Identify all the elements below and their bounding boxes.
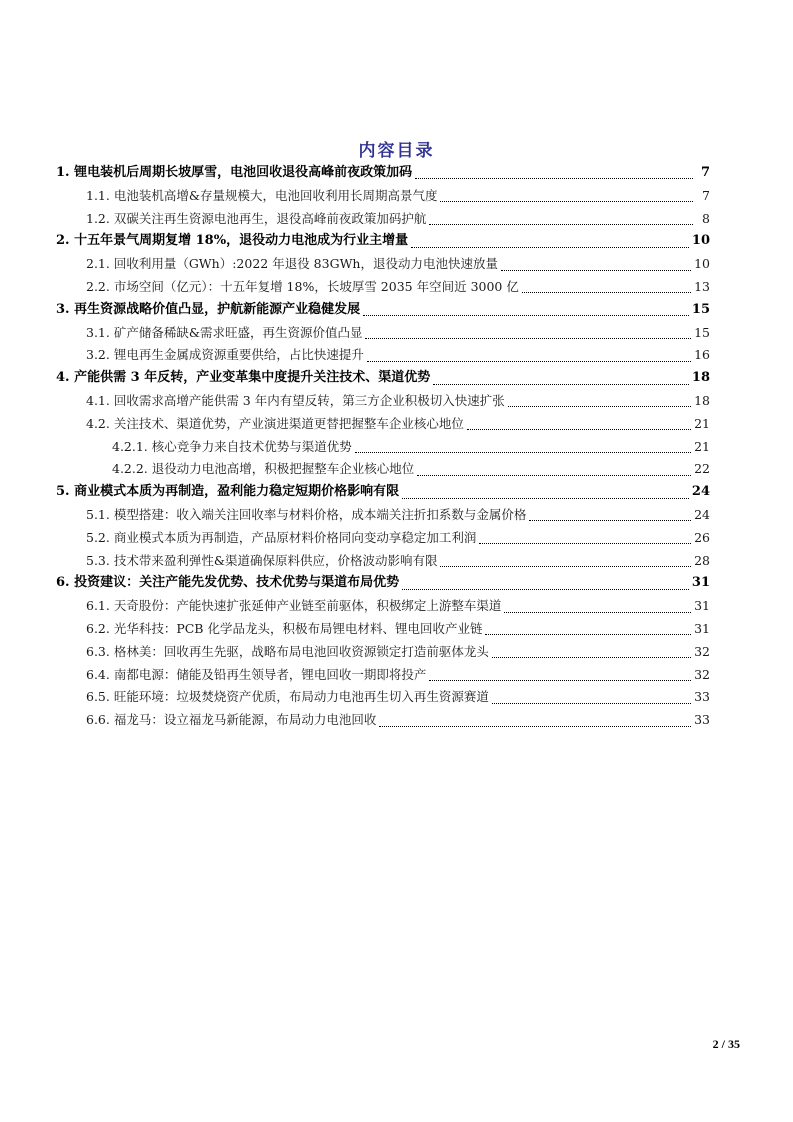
toc-entry-text: 1.1. 电池装机高增&存量规模大，电池回收利用长周期高景气度 — [86, 187, 438, 203]
dot-leader — [402, 588, 689, 590]
toc-entry-text: 2.1. 回收利用量（GWh）:2022 年退役 83GWh，退役动力电池快速放量 — [86, 256, 498, 272]
toc-entry-page: 26 — [694, 529, 710, 545]
toc-entry-text: 3.1. 矿产储备稀缺&需求旺盛，再生资源价值凸显 — [86, 324, 363, 340]
toc-entry[interactable] — [56, 253, 710, 276]
toc-entry-text: 5. 商业模式本质为再制造，盈利能力稳定短期价格影响有限 — [56, 484, 400, 500]
toc-entry[interactable] — [56, 504, 710, 527]
toc-entry[interactable] — [56, 208, 710, 231]
toc-entry[interactable] — [56, 367, 710, 390]
toc-entry-text: 1.2. 双碳关注再生资源电池再生，退役高峰前夜政策加码护航 — [86, 210, 427, 226]
dot-leader — [492, 656, 691, 658]
table-of-contents — [56, 162, 710, 732]
toc-entry[interactable] — [56, 595, 710, 618]
toc-entry-page: 22 — [694, 461, 710, 477]
dot-leader — [367, 360, 691, 362]
toc-entry[interactable] — [56, 436, 710, 459]
dot-leader — [411, 246, 689, 248]
toc-entry-page: 16 — [694, 347, 710, 363]
toc-entry-page: 10 — [691, 233, 710, 249]
toc-entry[interactable] — [56, 527, 710, 550]
toc-entry[interactable] — [56, 481, 710, 504]
toc-entry-text: 5.1. 模型搭建：收入端关注回收率与材料价格，成本端关注折扣系数与金属价格 — [86, 506, 527, 522]
toc-entry-text: 6.3. 格林美：回收再生先驱，战略布局电池回收资源锁定打造前驱体龙头 — [86, 643, 489, 659]
toc-entry-page: 8 — [702, 210, 710, 226]
toc-entry-page: 15 — [694, 324, 710, 340]
dot-leader — [522, 291, 691, 293]
toc-entry[interactable] — [56, 299, 710, 322]
dot-leader — [529, 519, 691, 521]
toc-entry-text: 6.6. 福龙马：设立福龙马新能源，布局动力电池回收 — [86, 712, 377, 728]
toc-entry-page: 21 — [694, 415, 710, 431]
toc-title: 内容目录 — [358, 141, 435, 161]
toc-entry-page: 7 — [702, 187, 710, 203]
toc-entry[interactable] — [56, 162, 710, 185]
dot-leader — [365, 337, 691, 339]
toc-entry-text: 4. 产能供需 3 年反转，产业变革集中度提升关注技术、渠道优势 — [56, 370, 431, 386]
toc-entry-text: 2.2. 市场空间（亿元）：十五年复增 18%，长坡厚雪 2035 年空间近 3000 亿 — [86, 278, 519, 294]
toc-entry[interactable] — [56, 230, 710, 253]
toc-entry-text: 5.3. 技术带来盈利弹性&渠道确保原料供应，价格波动影响有限 — [86, 552, 438, 568]
toc-entry-page: 31 — [691, 575, 710, 591]
dot-leader — [363, 314, 689, 316]
dot-leader — [415, 177, 693, 179]
toc-entry-text: 3. 再生资源战略价值凸显，护航新能源产业稳健发展 — [56, 301, 361, 317]
toc-entry-page: 13 — [694, 278, 710, 294]
toc-entry-text: 4.2.2. 退役动力电池高增，积极把握整车企业核心地位 — [112, 461, 415, 477]
toc-entry-page: 24 — [691, 484, 710, 500]
toc-entry-page: 10 — [694, 256, 710, 272]
toc-entry-page: 21 — [694, 438, 710, 454]
toc-entry[interactable] — [56, 344, 710, 367]
toc-entry-page: 33 — [694, 712, 710, 728]
toc-entry[interactable] — [56, 709, 710, 732]
toc-entry-page: 18 — [694, 392, 710, 408]
toc-entry-text: 4.2. 关注技术、渠道优势，产业演进渠道更替把握整车企业核心地位 — [86, 415, 464, 431]
toc-entry-text: 1. 锂电装机后周期长坡厚雪，电池回收退役高峰前夜政策加码 — [56, 165, 413, 180]
toc-entry-page: 32 — [694, 643, 710, 659]
toc-entry-page: 24 — [694, 506, 710, 522]
toc-entry[interactable] — [56, 618, 710, 641]
toc-entry-text: 5.2. 商业模式本质为再制造，产品原材料价格同向变动享稳定加工利润 — [86, 529, 477, 545]
toc-entry-page: 32 — [694, 666, 710, 682]
toc-entry-page: 28 — [694, 552, 710, 568]
toc-entry-page: 31 — [694, 620, 710, 636]
toc-entry[interactable] — [56, 572, 710, 595]
dot-leader — [485, 633, 691, 635]
dot-leader — [417, 474, 691, 476]
dot-leader — [433, 383, 689, 385]
toc-entry[interactable] — [56, 390, 710, 413]
toc-entry[interactable] — [56, 686, 710, 709]
toc-entry[interactable] — [56, 550, 710, 573]
toc-entry-page: 18 — [691, 370, 710, 386]
page-number: 2 / 35 — [712, 1037, 740, 1051]
toc-entry[interactable] — [56, 413, 710, 436]
toc-entry-text: 4.2.1. 核心竞争力来自技术优势与渠道优势 — [112, 438, 352, 454]
dot-leader — [355, 451, 691, 453]
toc-entry[interactable] — [56, 664, 710, 687]
toc-entry-page: 31 — [694, 598, 710, 614]
toc-entry-text: 4.1. 回收需求高增产能供需 3 年内有望反转，第三方企业积极切入快速扩张 — [86, 392, 505, 408]
dot-leader — [501, 269, 691, 271]
toc-entry-page: 15 — [691, 301, 710, 317]
dot-leader — [429, 223, 693, 225]
toc-entry[interactable] — [56, 458, 710, 481]
dot-leader — [379, 725, 691, 727]
dot-leader — [508, 405, 691, 407]
toc-entry-text: 3.2. 锂电再生金属成资源重要供给，占比快速提升 — [86, 347, 364, 363]
toc-entry[interactable] — [56, 185, 710, 208]
toc-entry[interactable] — [56, 322, 710, 345]
dot-leader — [479, 542, 691, 544]
dot-leader — [440, 565, 691, 567]
dot-leader — [504, 611, 691, 613]
dot-leader — [492, 702, 691, 704]
toc-entry[interactable] — [56, 641, 710, 664]
toc-entry-text: 6.2. 光华科技：PCB 化学品龙头，积极布局锂电材料、锂电回收产业链 — [86, 620, 483, 636]
toc-entry-text: 6.4. 南都电源：储能及铅再生领导者，锂电回收一期即将投产 — [86, 666, 427, 682]
toc-entry-page: 7 — [700, 165, 710, 180]
toc-entry-page: 33 — [694, 689, 710, 705]
toc-entry-text: 6. 投资建议：关注产能先发优势、技术优势与渠道布局优势 — [56, 575, 400, 591]
toc-entry[interactable] — [56, 276, 710, 299]
toc-entry-text: 6.5. 旺能环境：垃圾焚烧资产优质，布局动力电池再生切入再生资源赛道 — [86, 689, 489, 705]
toc-entry-text: 6.1. 天奇股份：产能快速扩张延伸产业链至前驱体，积极绑定上游整车渠道 — [86, 598, 502, 614]
dot-leader — [467, 428, 691, 430]
dot-leader — [429, 679, 691, 681]
dot-leader — [440, 200, 693, 202]
dot-leader — [402, 497, 689, 499]
toc-entry-text: 2. 十五年景气周期复增 18%，退役动力电池成为行业主增量 — [56, 233, 409, 249]
